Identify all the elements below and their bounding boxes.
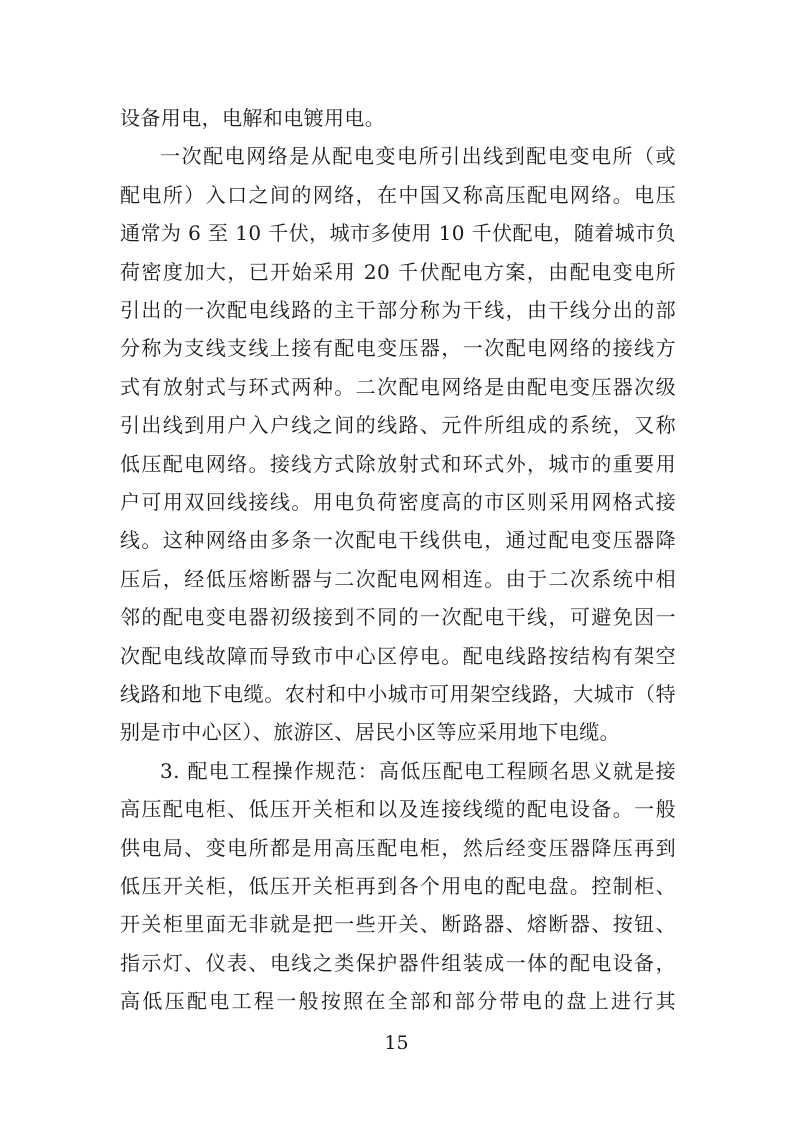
text-line: 线路和地下电缆。农村和中小城市可用架空线路，大城市（特 — [120, 682, 676, 706]
page-number: 15 — [384, 1032, 409, 1054]
text-line: 一次配电网络是从配电变电所引出线到配电变电所（或 — [160, 144, 676, 168]
text-line: 3. 配电工程操作规范：高低压配电工程顾名思义就是接 — [160, 759, 676, 783]
text-line: 高压配电柜、低压开关柜和以及连接线缆的配电设备。一般 — [120, 797, 676, 821]
text-line: 设备用电，电解和电镀用电。 — [120, 106, 386, 130]
text-line: 荷密度加大，已开始采用 20 千伏配电方案，由配电变电所 — [120, 260, 676, 284]
text-line: 开关柜里面无非就是把一些开关、断路器、熔断器、按钮、 — [120, 912, 676, 936]
text-line: 次配电线故障而导致市中心区停电。配电线路按结构有架空 — [120, 644, 676, 668]
text-line: 压后，经低压熔断器与二次配电网相连。由于二次系统中相 — [120, 567, 676, 591]
text-line: 线。这种网络由多条一次配电干线供电，通过配电变压器降 — [120, 528, 676, 552]
text-line: 引出线到用户入户线之间的线路、元件所组成的系统，又称 — [120, 413, 676, 437]
text-line: 邻的配电变电器初级接到不同的一次配电干线，可避免因一 — [120, 605, 676, 629]
text-line: 通常为 6 至 10 千伏，城市多使用 10 千伏配电，随着城市负 — [120, 221, 676, 245]
text-line: 引出的一次配电线路的主干部分称为干线，由干线分出的部 — [120, 298, 676, 322]
text-line: 别是市中心区）、旅游区、居民小区等应采用地下电缆。 — [120, 720, 620, 744]
text-line: 低压配电网络。接线方式除放射式和环式外，城市的重要用 — [120, 452, 676, 476]
text-line: 供电局、变电所都是用高压配电柜，然后经变压器降压再到 — [120, 836, 676, 860]
text-line: 配电所）入口之间的网络，在中国又称高压配电网络。电压 — [120, 183, 676, 207]
text-line: 指示灯、仪表、电线之类保护器件组装成一体的配电设备， — [120, 951, 676, 975]
text-line: 低压开关柜，低压开关柜再到各个用电的配电盘。控制柜、 — [120, 874, 676, 898]
text-line: 式有放射式与环式两种。二次配电网络是由配电变压器次级 — [120, 375, 676, 399]
text-line: 高低压配电工程一般按照在全部和部分带电的盘上进行其 — [120, 989, 676, 1013]
text-line: 户可用双回线接线。用电负荷密度高的市区则采用网格式接 — [120, 490, 676, 514]
text-line: 分称为支线支线上接有配电变压器，一次配电网络的接线方 — [120, 336, 676, 360]
